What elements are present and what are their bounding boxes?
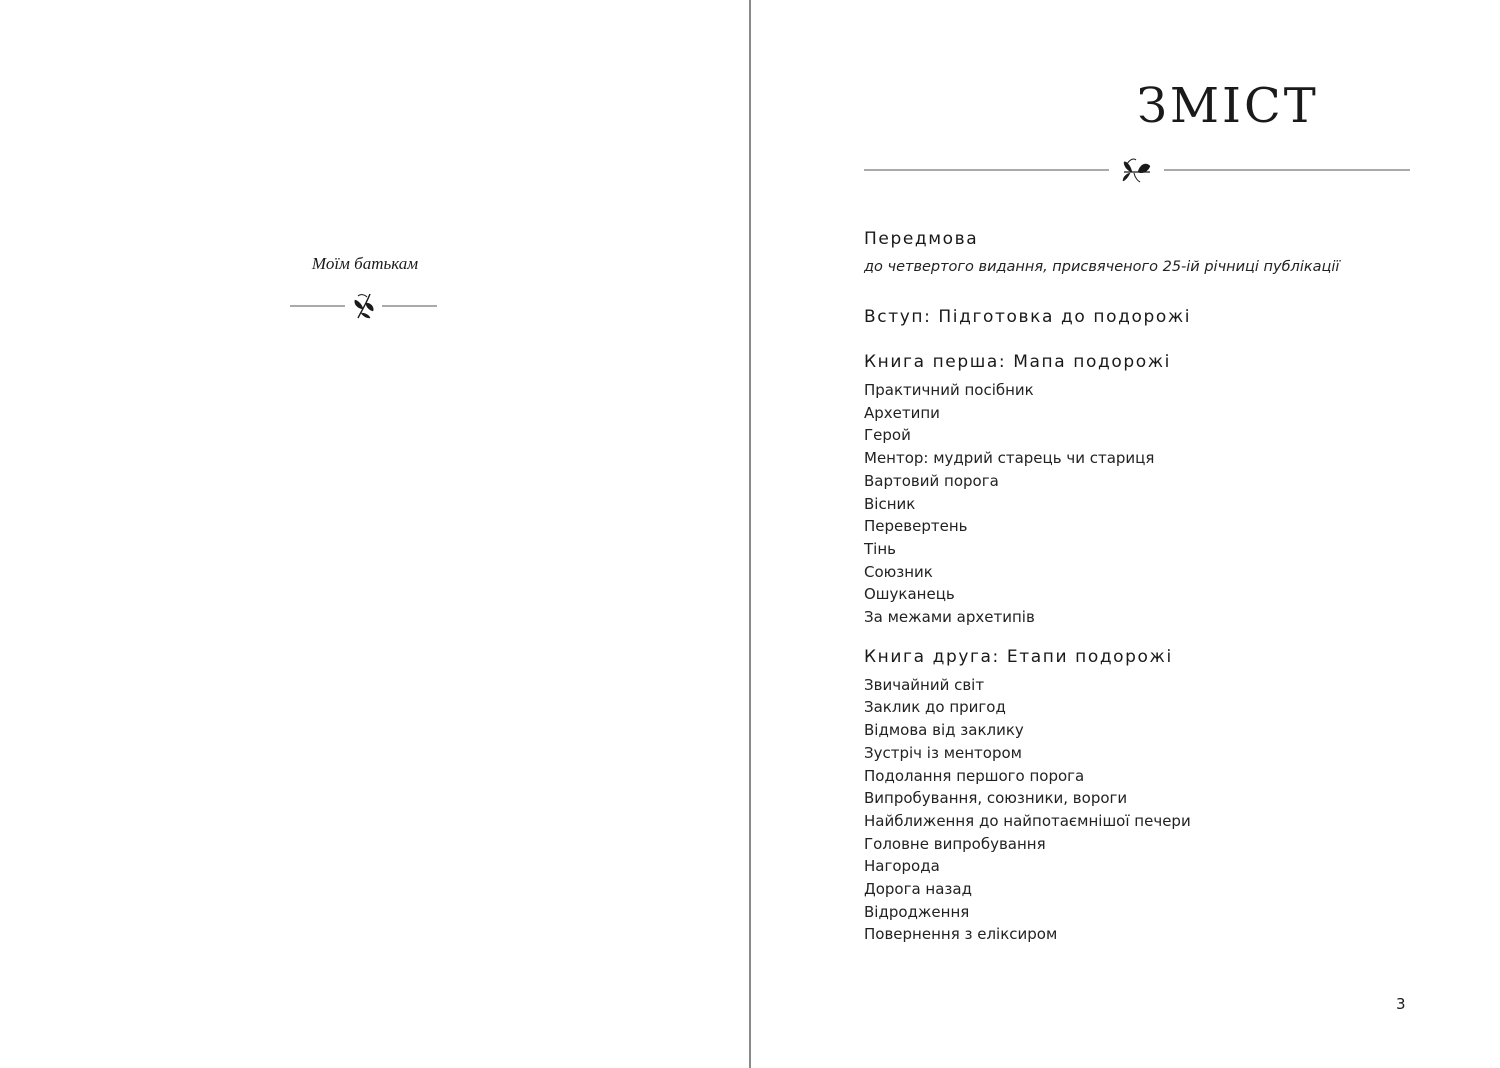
list-item: Дорога назад: [864, 880, 972, 899]
list-item: Союзник: [864, 562, 933, 581]
table-of-contents: [864, 228, 1464, 946]
list-item: Зустріч із ментором: [864, 743, 1022, 762]
list-item: Повернення з еліксиром: [864, 925, 1058, 944]
list-item: Випробування, союзники, вороги: [864, 789, 1128, 808]
list-item: Відмова від заклику: [864, 721, 1024, 740]
list-item: Звичайний світ: [864, 675, 985, 694]
toc-list-book2: [864, 674, 1464, 946]
right-page: [751, 0, 1500, 1068]
list-item: Подолання першого порога: [864, 766, 1085, 785]
list-item: Нагорода: [864, 857, 940, 876]
page-title: ЗМІСТ: [1137, 78, 1319, 134]
toc-heading-intro: Вступ: Підготовка до подорожі: [864, 307, 1192, 327]
list-item: Ошуканець: [864, 585, 955, 604]
toc-heading-book1: Книга перша: Мапа подорожі: [864, 352, 1171, 372]
list-item: Архетипи: [864, 403, 940, 422]
list-item: Найближення до найпотаємнішої печери: [864, 811, 1191, 830]
list-item: Ментор: мудрий старець чи стариця: [864, 449, 1155, 468]
list-item: Вартовий порога: [864, 471, 999, 490]
list-item: Перевертень: [864, 517, 968, 536]
toc-list-book1: [864, 379, 1464, 629]
toc-heading-foreword: Передмова: [864, 229, 979, 249]
dedication: Моїм батькам: [311, 254, 419, 273]
list-item: Практичний посібник: [864, 381, 1034, 399]
leaf-sprig-icon: [290, 292, 438, 320]
list-item: Тінь: [864, 539, 896, 558]
toc-heading-book2: Книга друга: Етапи подорожі: [864, 646, 1173, 667]
list-item: Заклик до пригод: [864, 698, 1006, 717]
list-item: Герой: [864, 426, 911, 445]
list-item: Вісник: [864, 494, 916, 513]
toc-subtitle-foreword: до четвертого видання, присвяченого 25-ій річниці публікації: [864, 259, 1340, 275]
list-item: За межами архетипів: [864, 608, 1035, 627]
page-number: 3: [1396, 995, 1406, 1013]
list-item: Головне випробування: [864, 834, 1046, 853]
list-item: Відродження: [864, 902, 970, 921]
leaf-sprig-icon: [864, 154, 1410, 186]
